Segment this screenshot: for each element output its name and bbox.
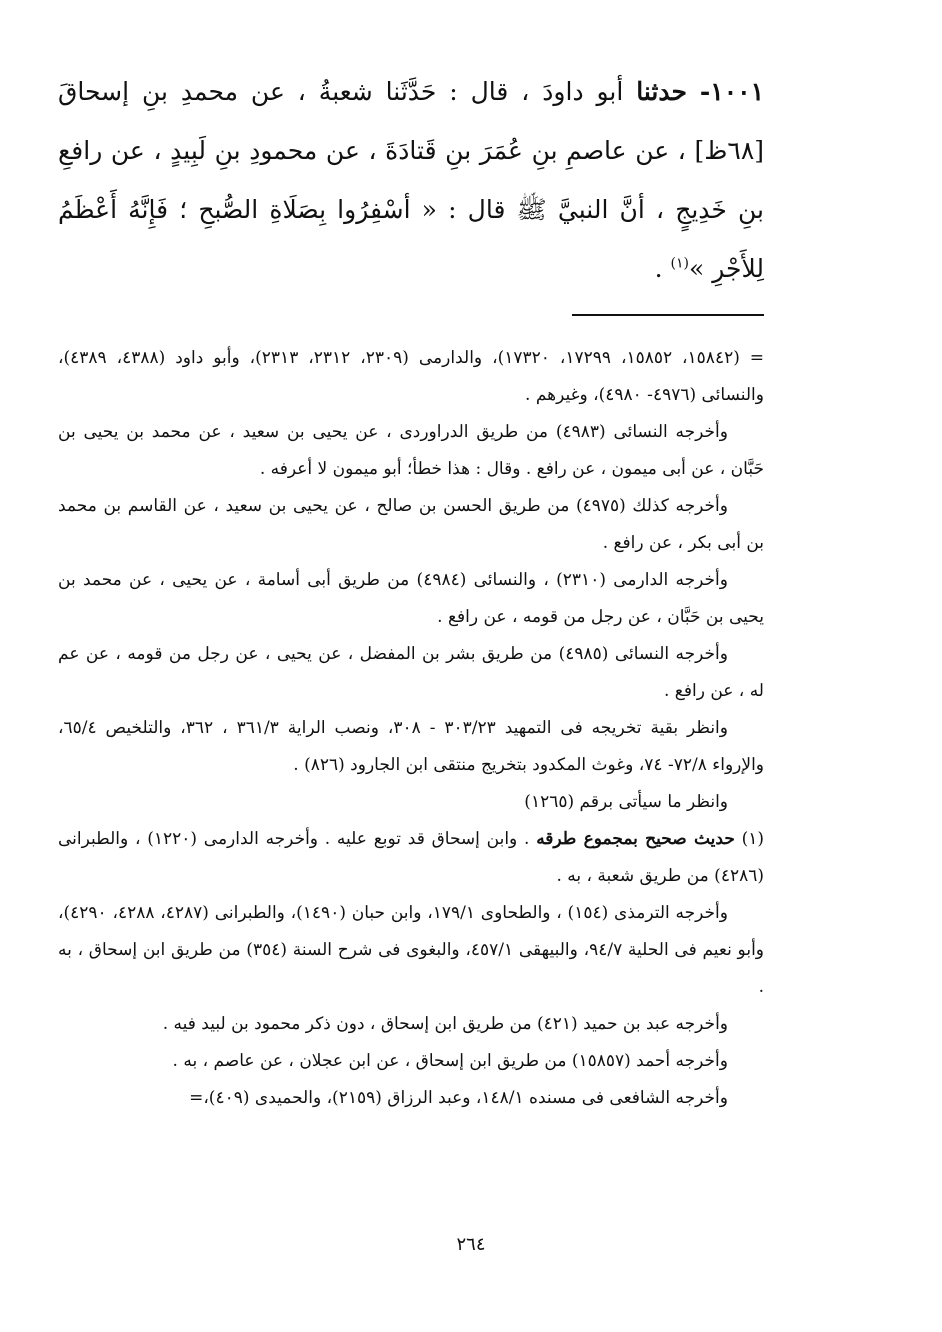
footnote-paragraph: وأخرجه النسائى (٤٩٨٥) من طريق بشر بن المفضل ، عن يحيى ، عن رجل من قومه ، عن عم له ، عن رافع . <box>58 644 764 701</box>
footnote-paragraph: وأخرجه الشافعى فى مسنده ١٤٨/١، وعبد الرزاق (٢١٥٩)، والحميدى (٤٠٩)،= <box>189 1088 728 1108</box>
footnote-paragraph: وأخرجه عبد بن حميد (٤٢١) من طريق ابن إسحاق ، دون ذكر محمود بن لبيد فيه . <box>162 1014 728 1034</box>
folio-marker: [٦٨ظ] <box>694 136 765 165</box>
hadith-body-part1: أبو داودَ ، قال : حَدَّثَنا شعبةُ ، عن محمدِ بنِ إسحاقَ <box>58 77 624 106</box>
footnote-separator <box>572 314 764 316</box>
footnote-1-text: . وابن إسحاق قد توبع عليه . وأخرجه الدارمى (١٢٢٠) ، والطبرانى (٤٢٨٦) من طريق شعبة ، به . <box>58 829 764 886</box>
footnote-marker: (١) <box>741 829 765 849</box>
page-number: ٢٦٤ <box>456 1234 486 1255</box>
footnote-paragraph: وأخرجه أحمد (١٥٨٥٧) من طريق ابن إسحاق ، عن ابن عجلان ، عن عاصم ، به . <box>172 1051 728 1071</box>
footnote-grade: حديث صحيح بمجموع طرقه <box>536 829 735 849</box>
footnote-paragraph: وانظر بقية تخريجه فى التمهيد ٣٠٣/٢٣ - ٣٠٨، ونصب الراية ٣٦١/٣ ، ٣٦٢، والتلخيص ٦٥/٤، والإرواء ٧٢/٨- ٧٤، وغوث المكدود بتخريج منتقى ابن الجارود (٨٢٦) . <box>58 718 764 775</box>
footnote-1 <box>58 821 764 895</box>
hadith-number: ١٠٠١- <box>699 77 765 106</box>
footnote-paragraph: وأخرجه كذلك (٤٩٧٥) من طريق الحسن بن صالح ، عن يحيى بن سعيد ، عن القاسم بن محمد بن أبى بكر ، عن رافع . <box>58 496 764 553</box>
footnote-paragraph: وانظر ما سيأتى برقم (١٢٦٥) <box>524 792 728 812</box>
footnote-paragraph: وأخرجه النسائى (٤٩٨٣) من طريق الدراوردى ، عن يحيى بن سعيد ، عن محمد بن يحيى بن حَبَّان ، عن أبى ميمون ، عن رافع . وقال : هذا خطأ؛ أبو ميمون لا أعرفه . <box>58 422 764 479</box>
footnote-paragraph: وأخرجه الترمذى (١٥٤) ، والطحاوى ١٧٩/١، وابن حبان (١٤٩٠)، والطبرانى (٤٢٨٧، ٤٢٨٨، ٤٢٩٠)، وأبو نعيم فى الحلية ٩٤/٧، والبيهقى ٤٥٧/١، والبغوى فى شرح السنة (٣٥٤) من طريق ابن إسحاق ، به . <box>58 903 764 997</box>
hadith-text <box>58 62 764 298</box>
footnote-paragraph: وأخرجه الدارمى (٢٣١٠) ، والنسائى (٤٩٨٤) من طريق أبى أسامة ، عن يحيى ، عن محمد بن يحيى بن حَبَّان ، عن رجل من قومه ، عن رافع . <box>58 570 764 627</box>
hadith-end: . <box>654 254 663 283</box>
hadith-opening: حدثنا <box>636 77 687 106</box>
footnotes <box>58 340 764 1117</box>
hadith-body-part2: ، عن عاصمِ بنِ عُمَرَ بنِ قَتادَةَ ، عن محمودِ بنِ لَبِيدٍ ، عن رافعِ بنِ خَدِيجٍ ، أنَّ النبيَّ ﷺ قال : « أسْفِرُوا بِصَلَاةِ الصُّبحِ ؛ فَإِنَّهُ أَعْظَمُ لِلأَجْرِ » <box>58 136 764 283</box>
footnote-reference: (١) <box>670 255 689 272</box>
footnote-continued: = (١٥٨٤٢، ١٥٨٥٢، ١٧٢٩٩، ١٧٣٢٠)، والدارمى (٢٣٠٩، ٢٣١٢، ٢٣١٣)، وأبو داود (٤٣٨٨، ٤٣٨٩)، والنسائى (٤٩٧٦- ٤٩٨٠)، وغيرهم . <box>58 348 765 405</box>
